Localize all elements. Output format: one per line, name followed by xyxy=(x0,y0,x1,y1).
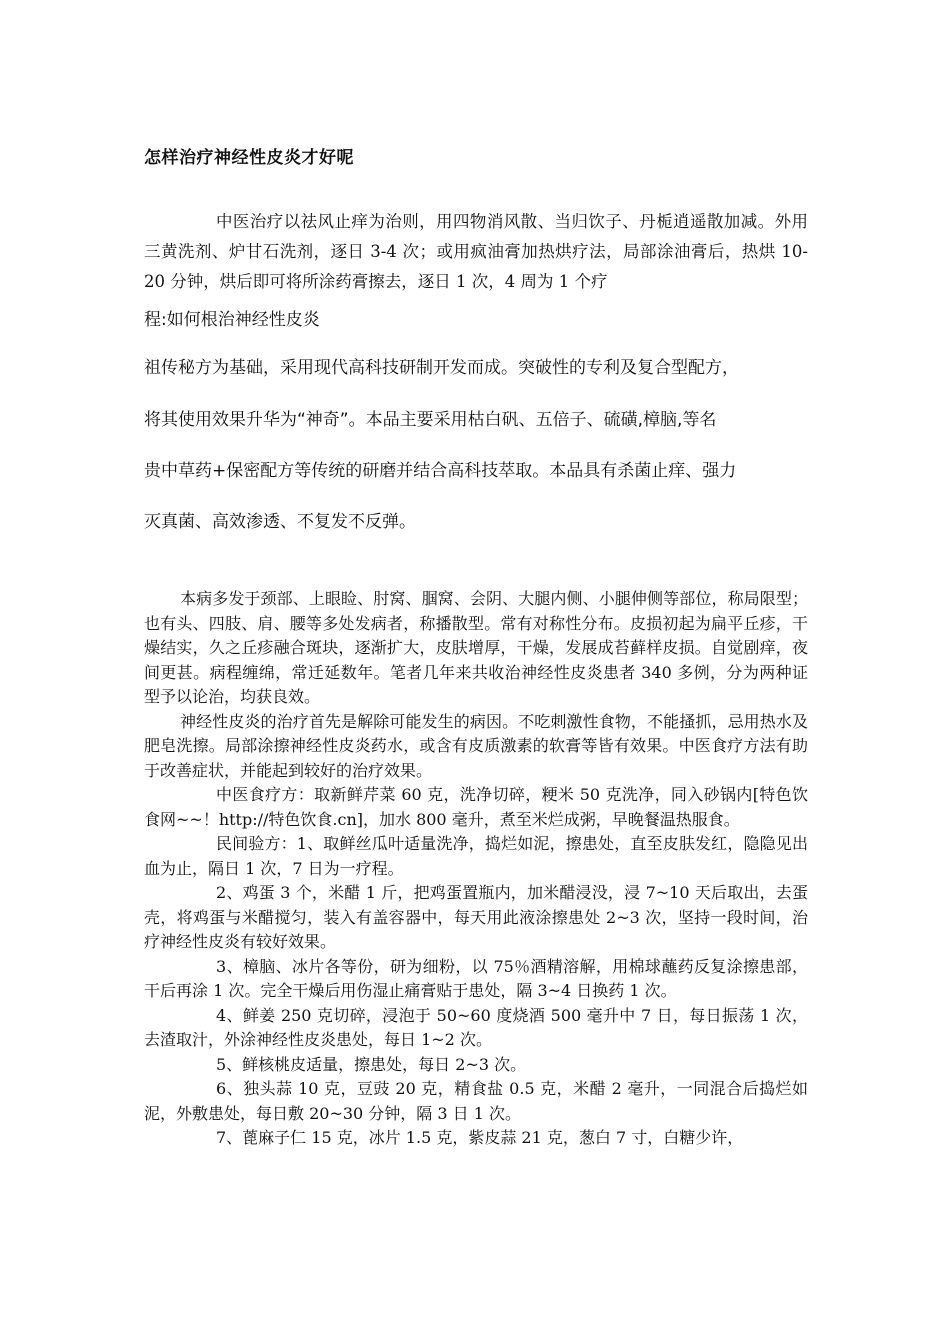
body-paragraph: 神经性皮炎的治疗首先是解除可能发生的病因。不吃刺激性食物，不能搔抓，忌用热水及肥皂洗擦。局部涂擦神经性皮炎药水，或含有皮质激素的软膏等皆有效果。中医食疗方法有助于改善症状，并能起到较好的治疗效果。 xyxy=(144,711,808,780)
body-paragraph: 6、独头蒜 10 克，豆豉 20 克，精食盐 0.5 克，米醋 2 毫升，一同混合后捣烂如泥，外敷患处，每日敷 20~30 分钟，隔 3 日 1 次。 xyxy=(144,1079,808,1123)
intro-paragraph: 中医治疗以祛风止痒为治则，用四物消风散、当归饮子、丹栀逍遥散加减。外用三黄洗剂、炉甘石洗剂，逐日 3-4 次；或用疯油膏加热烘疗法，局部涂油膏后，热烘 10-20 分钟，烘后即可将所涂药膏擦去，逐日 1 次，4 周为 1 个疗 xyxy=(144,212,808,291)
body-paragraph: 4、鲜姜 250 克切碎，浸泡于 50~60 度烧酒 500 毫升中 7 日，每日振荡 1 次，去渣取汁，外涂神经性皮炎患处，每日 1~2 次。 xyxy=(144,1005,808,1049)
ad-heading: 程:如何根治神经性皮炎 xyxy=(144,310,320,330)
ad-line: 灭真菌、高效渗透、不复发不反弹。 xyxy=(144,512,416,532)
body-paragraph: 民间验方：1、取鲜丝瓜叶适量洗净，捣烂如泥，擦患处，直至皮肤发红，隐隐见出血为止，隔日 1 次，7 日为一疗程。 xyxy=(144,834,808,878)
body-paragraph: 本病多发于颈部、上眼睑、肘窝、腘窝、会阴、大腿内侧、小腿伸侧等部位，称局限型；也有头、四肢、肩、腰等多处发病者，称播散型。常有对称性分布。皮损初起为扁平丘疹，干燥结实，久之丘疹融合斑块，逐渐扩大，皮肤增厚，干燥，发展成苔藓样皮损。自觉剧痒，夜间更甚。病程缠绵，常迁延数年。笔者几年来共收治神经性皮炎患者 340 多例，分为两种证型予以论治，均获良效。 xyxy=(144,589,808,706)
body-paragraph: 2、鸡蛋 3 个，米醋 1 斤，把鸡蛋置瓶内，加米醋浸没，浸 7~10 天后取出，去蛋壳，将鸡蛋与米醋搅匀，装入有盖容器中，每天用此液涂擦患处 2~3 次，坚持一段时间，治疗神经性皮炎有较好效果。 xyxy=(144,883,808,951)
ad-line: 祖传秘方为基础，采用现代高科技研制开发而成。突破性的专利及复合型配方， xyxy=(144,358,739,378)
page-title: 怎样治疗神经性皮炎才好呢 xyxy=(144,148,354,168)
body-paragraph: 7、蓖麻子仁 15 克，冰片 1.5 克，紫皮蒜 21 克，葱白 7 寸，白糖少许， xyxy=(216,1128,744,1147)
body-paragraph: 5、鲜核桃皮适量，擦患处，每日 2~3 次。 xyxy=(216,1054,527,1074)
ad-line: 将其使用效果升华为“神奇”。本品主要采用枯白矾、五倍子、硫磺,樟脑,等名 xyxy=(144,410,717,430)
body-paragraph: 3、樟脑、冰片各等份，研为细粉，以 75％酒精溶解，用棉球蘸药反复涂擦患部，干后再涂 1 次。完全干燥后用伤湿止痛膏贴于患处，隔 3~4 日换药 1 次。 xyxy=(144,956,808,1000)
ad-line: 贵中草药+保密配方等传统的研磨并结合高科技萃取。本品具有杀菌止痒、强力 xyxy=(144,461,737,481)
body-paragraph: 中医食疗方：取新鲜芹菜 60 克，洗净切碎，粳米 50 克洗净，同入砂锅内[特色饮食网~~！http://特色饮食.cn]，加水 800 毫升，煮至米烂成粥，早晚餐温热服食。 xyxy=(144,785,808,829)
article-body xyxy=(144,587,808,1151)
